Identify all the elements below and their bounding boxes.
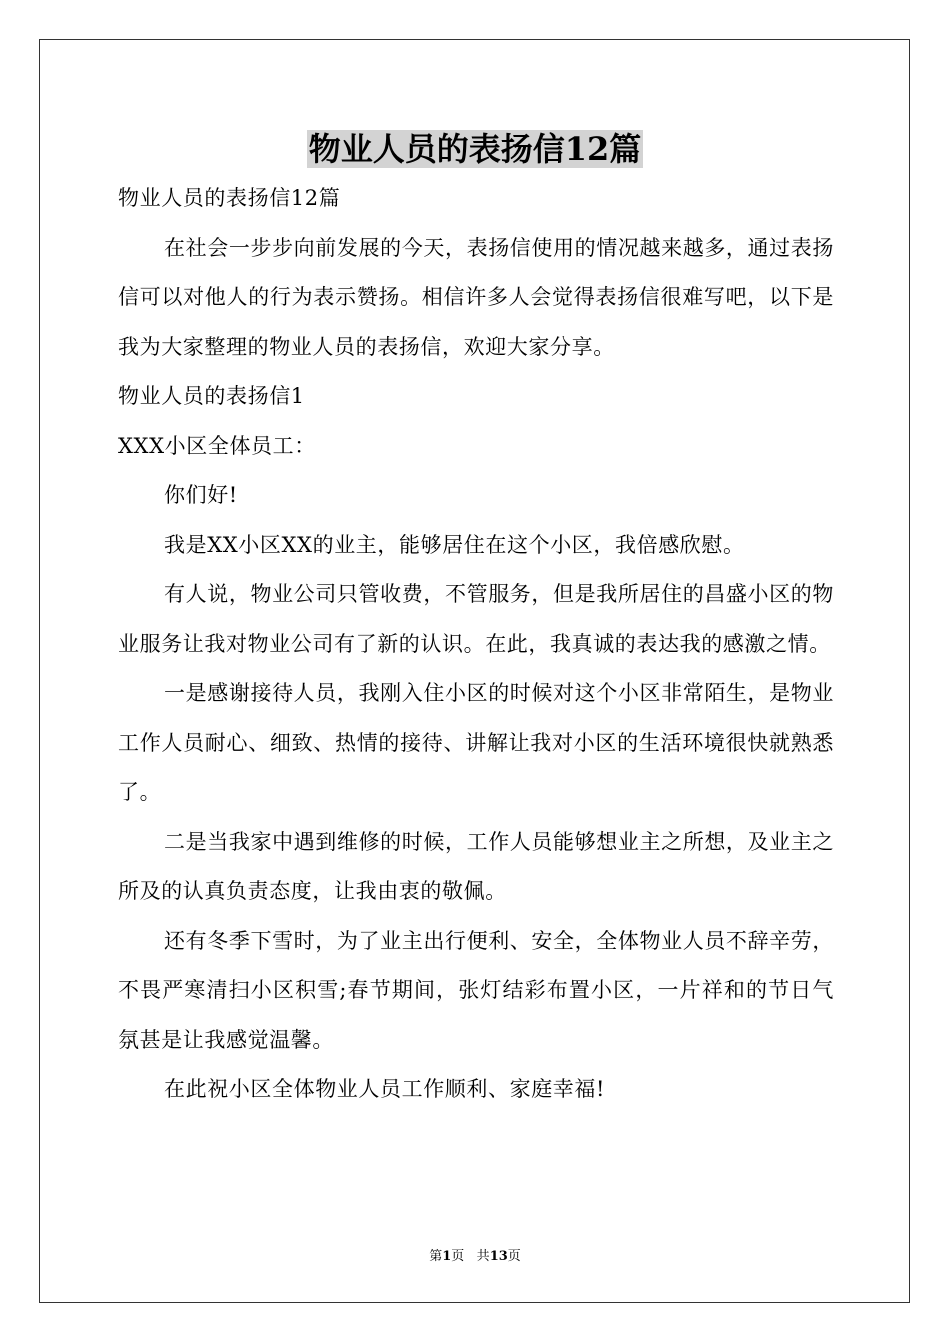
paragraph-intro: 在社会一步步向前发展的今天，表扬信使用的情况越来越多，通过表扬信可以对他人的行为表示赞扬。相信许多人会觉得表扬信很难写吧，以下是我为大家整理的物业人员的表扬信，欢迎大家分享。 xyxy=(118,235,834,359)
total-page-number: 13 xyxy=(489,1249,508,1264)
paragraph-body: 一是感谢接待人员，我刚入住小区的时候对这个小区非常陌生，是物业工作人员耐心、细致、热情的接待、讲解让我对小区的生活环境很快就熟悉了。 xyxy=(118,681,834,804)
document-body xyxy=(118,174,834,1115)
paragraph-self-intro: 我是XX小区XX的业主，能够居住在这个小区，我倍感欣慰。 xyxy=(164,532,745,557)
paragraph-body: 有人说，物业公司只管收费，不管服务，但是我所居住的昌盛小区的物业服务让我对物业公司有了新的认识。在此，我真诚的表达我的感激之情。 xyxy=(118,582,834,656)
paragraph-salutation: XXX小区全体员工： xyxy=(118,433,316,458)
current-page-number: 1 xyxy=(442,1249,452,1264)
paragraph-subtitle: 物业人员的表扬信12篇 xyxy=(118,186,341,210)
paragraph-greeting: 你们好! xyxy=(164,483,238,507)
paragraph-body: 还有冬季下雪时，为了业主出行便利、安全，全体物业人员不辞辛劳，不畏严寒清扫小区积雪;春节期间，张灯结彩布置小区，一片祥和的节日气氛甚是让我感觉温馨。 xyxy=(118,928,834,1052)
document-title-text: 物业人员的表扬信12篇 xyxy=(308,130,642,168)
total-label-suffix: 页 xyxy=(507,1249,521,1264)
document-title xyxy=(0,124,950,174)
total-label-prefix: 共 xyxy=(476,1249,490,1264)
page-label-prefix: 第 xyxy=(429,1249,443,1264)
page-label-suffix: 页 xyxy=(451,1249,465,1264)
paragraph-closing: 在此祝小区全体物业人员工作顺利、家庭幸福! xyxy=(164,1077,606,1101)
paragraph-body: 二是当我家中遇到维修的时候，工作人员能够想业主之所想，及业主之所及的认真负责态度，让我由衷的敬佩。 xyxy=(118,829,834,903)
page-footer xyxy=(0,1248,950,1266)
paragraph-letter-heading: 物业人员的表扬信1 xyxy=(118,384,305,408)
